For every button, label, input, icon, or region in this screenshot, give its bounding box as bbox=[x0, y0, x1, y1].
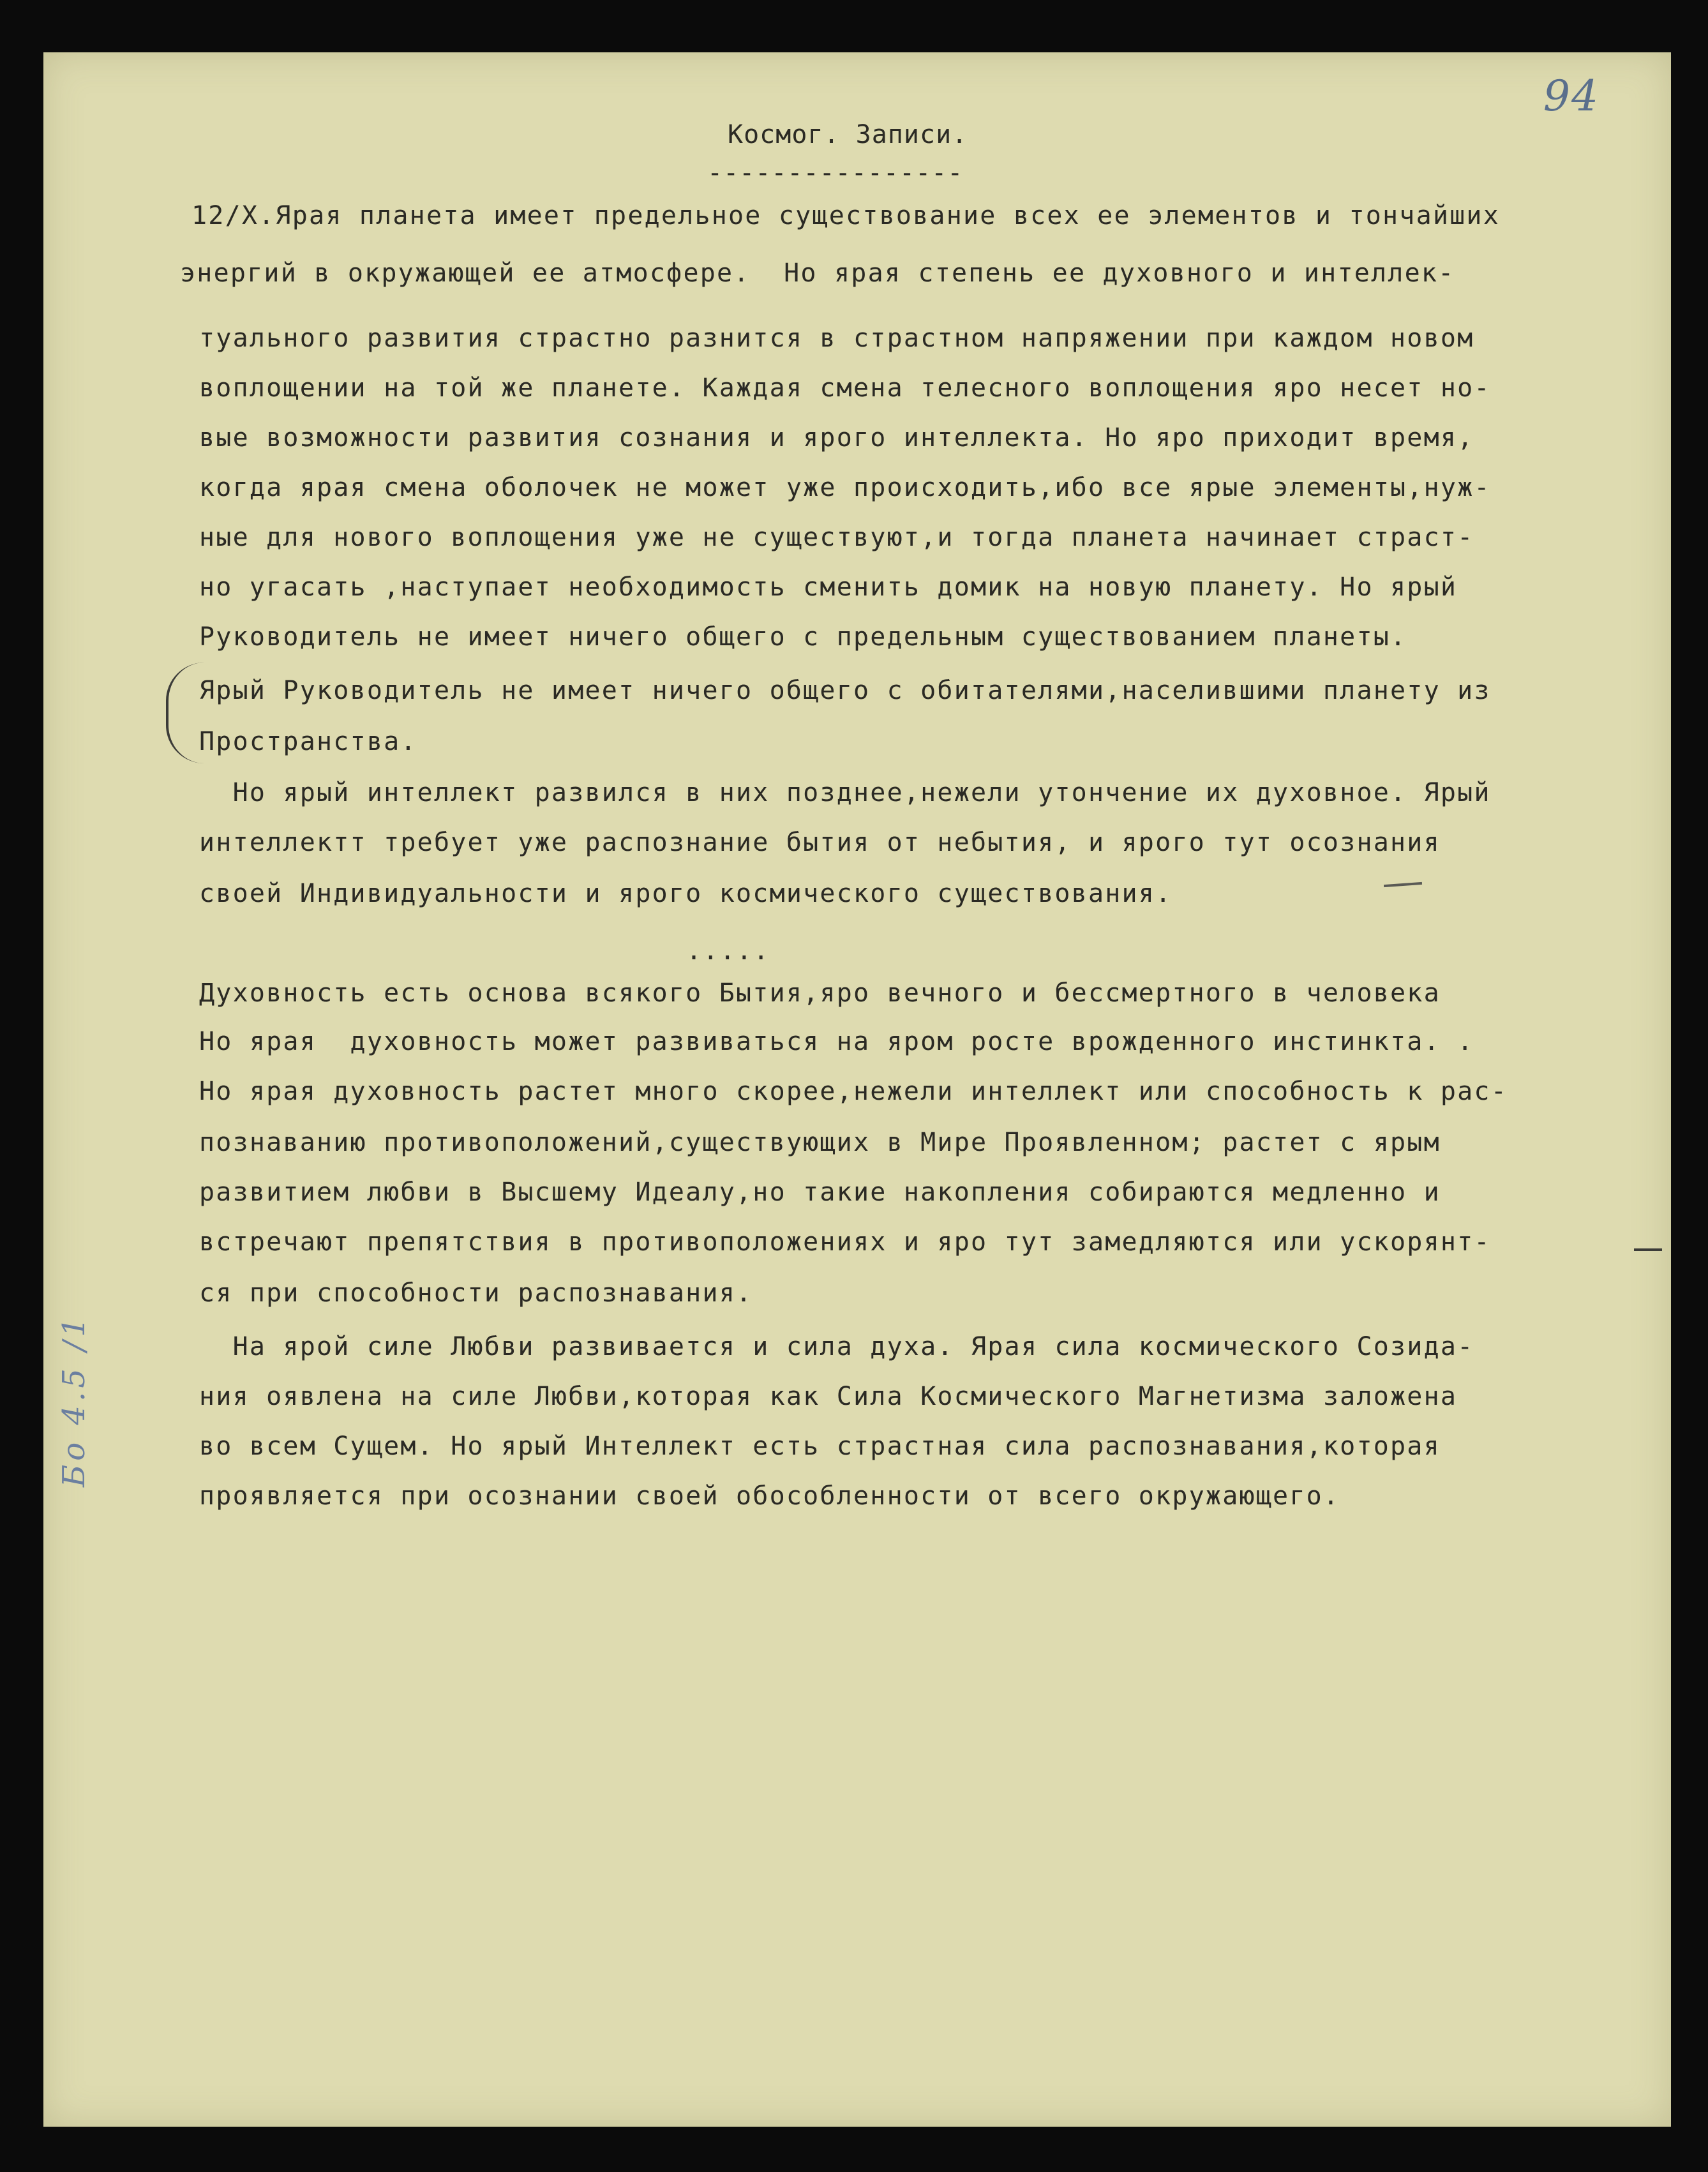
handwritten-page-number: 94 bbox=[1543, 71, 1599, 121]
text-line: ся при способности распознавания. bbox=[199, 1278, 753, 1308]
text-line: встречают препятствия в противоположениях и яро тут замедляются или ускорянт- bbox=[199, 1227, 1491, 1257]
text-line: Но ярый интеллект развился в них позднее,нежели утончение их духовное. Ярый bbox=[199, 778, 1491, 807]
margin-dash-mark bbox=[1634, 1248, 1662, 1251]
text-line: Пространства. bbox=[199, 727, 417, 756]
handwritten-margin-note: Бо 4.5 /1 bbox=[56, 1314, 92, 1487]
text-line: когда ярая смена оболочек не может уже происходить,ибо все ярые элементы,нуж- bbox=[199, 473, 1491, 502]
text-line: воплощении на той же планете. Каждая смена телесного воплощения яро несет но- bbox=[199, 373, 1491, 403]
text-line: На ярой силе Любви развивается и сила духа. Ярая сила космического Созида- bbox=[199, 1332, 1474, 1361]
text-line: 12/Х.Ярая планета имеет предельное существование всех ее элементов и тончайших bbox=[191, 201, 1500, 230]
section-separator: ..... bbox=[686, 936, 770, 966]
text-line: энергий в окружающей ее атмосфере. Но ярая степень ее духовного и интеллек- bbox=[180, 258, 1455, 288]
text-line: ные для нового воплощения уже не существуют,и тогда планета начинает страст- bbox=[199, 523, 1474, 552]
text-line: во всем Сущем. Но ярый Интеллект есть страстная сила распознавания,которая bbox=[199, 1432, 1441, 1461]
text-line: Но ярая духовность может развиваться на яром росте врожденного инстинкта. . bbox=[199, 1027, 1474, 1056]
text-line: интеллектт требует уже распознание бытия от небытия, и ярого тут осознания bbox=[199, 828, 1441, 857]
text-line: Духовность есть основа всякого Бытия,яро вечного и бессмертного в человека bbox=[199, 978, 1441, 1008]
text-line: вые возможности развития сознания и ярого интеллекта. Но яро приходит время, bbox=[199, 423, 1474, 453]
text-line: ния оявлена на силе Любви,которая как Сила Космического Магнетизма заложена bbox=[199, 1382, 1458, 1411]
document-title: Космог. Записи. bbox=[728, 120, 968, 149]
text-line: своей Индивидуальности и ярого космического существования. bbox=[199, 879, 1172, 908]
text-line: развитием любви в Высшему Идеалу,но такие накопления собираются медленно и bbox=[199, 1178, 1441, 1207]
text-line: познаванию противоположений,существующих в Мире Проявленном; растет с ярым bbox=[199, 1128, 1441, 1157]
text-line: но угасать ,наступает необходимость сменить домик на новую планету. Но ярый bbox=[199, 573, 1458, 602]
text-line: туального развития страстно разнится в страстном напряжении при каждом новом bbox=[199, 324, 1474, 353]
text-line: Руководитель не имеет ничего общего с предельным существованием планеты. bbox=[199, 622, 1407, 652]
text-line: проявляется при осознании своей обособленности от всего окружающего. bbox=[199, 1481, 1340, 1511]
text-line: Ярый Руководитель не имеет ничего общего с обитателями,населившими планету из bbox=[199, 676, 1491, 705]
text-line: Но ярая духовность растет много скорее,нежели интеллект или способность к рас- bbox=[199, 1077, 1508, 1106]
title-underline: ---------------- bbox=[707, 158, 964, 188]
